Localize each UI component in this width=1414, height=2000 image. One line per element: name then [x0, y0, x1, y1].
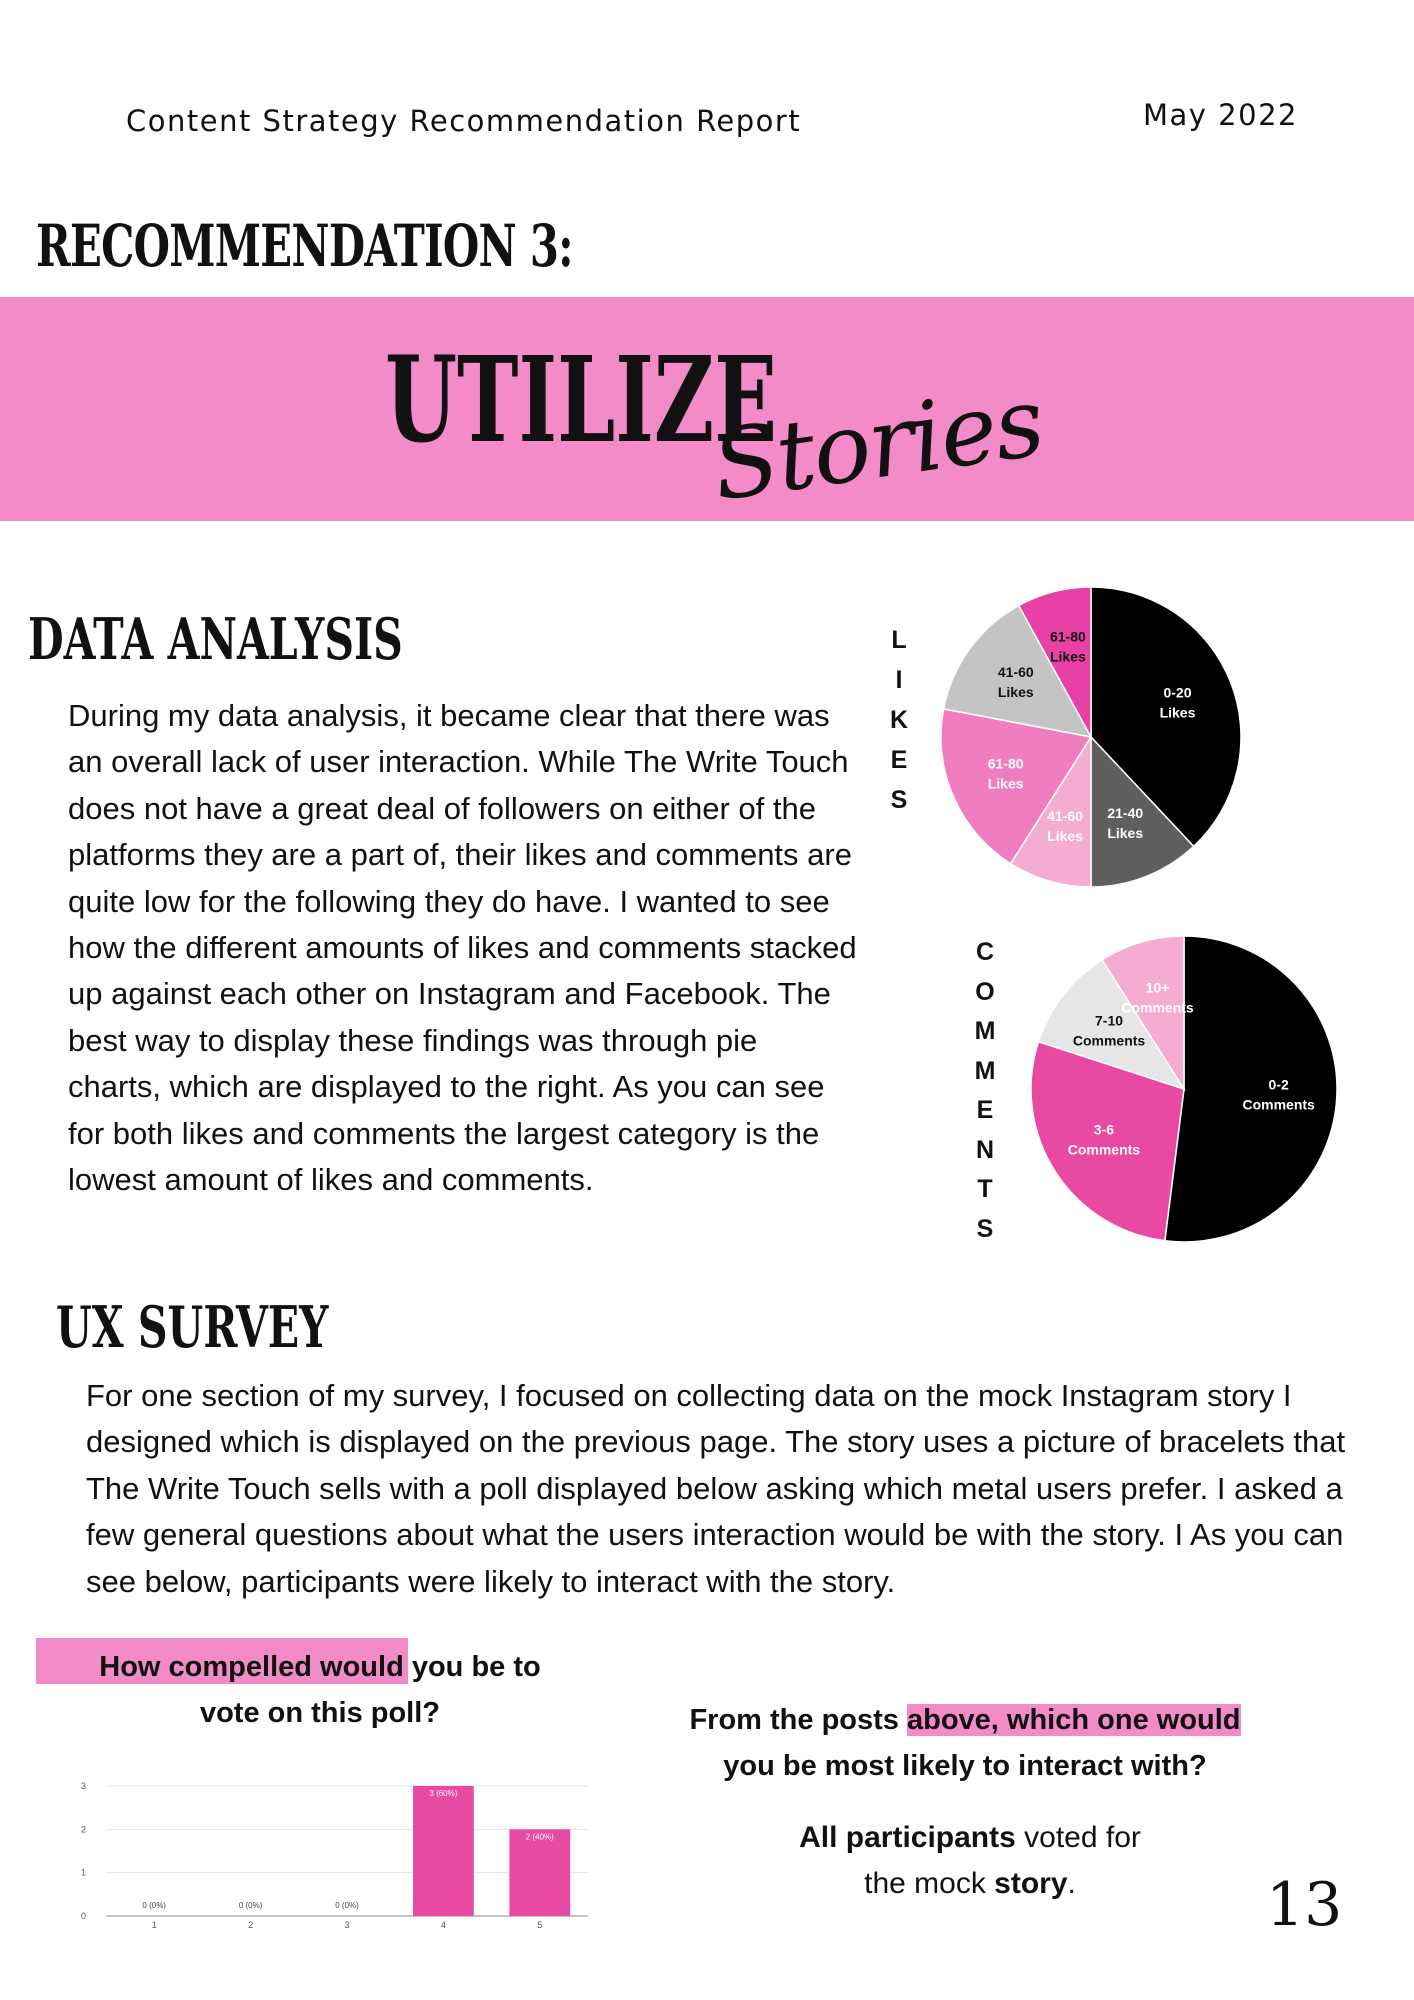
likes-pie-chart	[935, 584, 1247, 890]
bar-data-label: 2 (40%)	[525, 1832, 554, 1842]
pie-slice-label: Comments	[1072, 1032, 1146, 1049]
report-date: May 2022	[1143, 98, 1298, 132]
likes-label-letter: L	[891, 626, 907, 654]
pie-slice-label: 21-40	[1107, 805, 1144, 822]
x-tick-label: 4	[440, 1920, 446, 1930]
pie-slice-label: 61-80	[1049, 628, 1086, 645]
pie-slice-label: 0-20	[1163, 684, 1192, 701]
poll-bar-chart	[76, 1772, 598, 1932]
ux-survey-heading: UX SURVEY	[56, 1294, 329, 1361]
survey-result	[760, 1815, 1180, 1907]
x-tick-label: 1	[151, 1920, 157, 1930]
pie-slice-label: Likes	[997, 684, 1034, 701]
y-tick-label: 1	[80, 1867, 86, 1878]
y-tick-label: 2	[80, 1824, 86, 1835]
bar-data-label: 0 (0%)	[238, 1901, 263, 1910]
comments-label-letter: T	[977, 1175, 993, 1203]
question1	[40, 1644, 600, 1736]
x-tick-label: 3	[344, 1920, 350, 1930]
comments-label-letter: M	[974, 1017, 996, 1045]
pie-slice-label: 7-10	[1095, 1012, 1124, 1029]
result-bold1: All participants	[799, 1821, 1016, 1854]
title-script: Stories	[705, 365, 1049, 523]
pie-slice-label: 10+	[1145, 979, 1170, 996]
comments-pie-chart	[1025, 934, 1343, 1244]
question2-line1b: above, which one would	[906, 1704, 1241, 1736]
result-text3: .	[1067, 1867, 1076, 1900]
pie-slice-label: Likes	[987, 775, 1024, 792]
y-tick-label: 0	[80, 1911, 86, 1921]
question2-line2: you be most likely to interact with?	[723, 1750, 1207, 1782]
comments-vertical-label	[973, 938, 997, 1254]
question1-line2: vote on this poll?	[199, 1697, 441, 1729]
likes-label-letter: I	[895, 666, 903, 694]
page-number: 13	[1266, 1870, 1343, 1940]
pie-slice-label: 41-60	[997, 664, 1034, 681]
question1-line1: How compelled would you be to	[99, 1651, 541, 1683]
comments-label-letter: M	[974, 1056, 996, 1085]
pie-slice	[1165, 936, 1337, 1242]
x-tick-label: 5	[537, 1920, 543, 1930]
ux-survey-body: For one section of my survey, I focused on collecting data on the mock Instagram story I designed which is displayed on the previous page. The story uses a picture of bracelets that The Write Touch sells with a poll displayed below asking which metal users prefer. I asked a few general questions about what the users interaction would be with the story. I As you can see below, participants were likely to interact with the story.	[86, 1378, 1346, 1599]
comments-label-letter: E	[976, 1096, 994, 1124]
result-bold2: story	[994, 1867, 1068, 1900]
bar	[509, 1829, 570, 1916]
data-analysis-heading: DATA ANALYSIS	[28, 606, 403, 673]
pie-slice-label: Likes	[1049, 648, 1086, 665]
pie-slice-label: Comments	[1067, 1141, 1141, 1158]
data-analysis-body: During my data analysis, it became clear that there was an overall lack of user interaction. While The Write Touch does not have a great deal of followers on either of the platforms they are a part of, their likes and comments are quite low for the following they do have. I wanted to see how the different amounts of likes and comments stacked up against each other on Instagram and Facebook. The best way to display these findings was through pie charts, which are displayed to the right. As you can see for both likes and comments the largest category is the lowest amount of likes and comments.	[68, 698, 857, 1198]
bar	[413, 1786, 474, 1916]
result-text1: voted for	[1015, 1821, 1141, 1854]
pie-slice-label: 3-6	[1093, 1121, 1115, 1138]
result-text2: the mock	[864, 1867, 995, 1900]
comments-label-letter: O	[975, 977, 995, 1006]
pie-slice-label: 0-2	[1268, 1076, 1289, 1093]
comments-label-letter: S	[976, 1214, 994, 1243]
y-tick-label: 3	[80, 1781, 86, 1791]
comments-label-letter: C	[975, 938, 995, 966]
report-title: Content Strategy Recommendation Report	[126, 104, 802, 138]
bar-data-label: 3 (60%)	[429, 1789, 458, 1798]
pie-slice-label: 61-80	[987, 755, 1024, 772]
question2	[640, 1697, 1290, 1789]
likes-label-letter: S	[890, 786, 908, 814]
likes-label-letter: E	[890, 746, 908, 774]
pie-slice-label: Likes	[1159, 704, 1196, 721]
pie-slice-label: Likes	[1107, 825, 1144, 842]
x-tick-label: 2	[248, 1920, 254, 1930]
bar-data-label: 0 (0%)	[335, 1901, 359, 1910]
recommendation-label: RECOMMENDATION 3:	[36, 212, 573, 280]
pie-slice-label: 41-60	[1047, 807, 1083, 824]
likes-vertical-label	[887, 626, 911, 826]
pie-slice-label: Comments	[1121, 999, 1194, 1016]
title-main: UTILIZE	[385, 330, 778, 469]
comments-label-letter: N	[975, 1135, 995, 1164]
pie-slice-label: Comments	[1242, 1096, 1315, 1113]
pie-slice-label: Likes	[1047, 827, 1083, 844]
likes-label-letter: K	[889, 706, 909, 734]
question2-line1a: From the posts	[689, 1704, 907, 1736]
bar-data-label: 0 (0%)	[142, 1901, 166, 1910]
